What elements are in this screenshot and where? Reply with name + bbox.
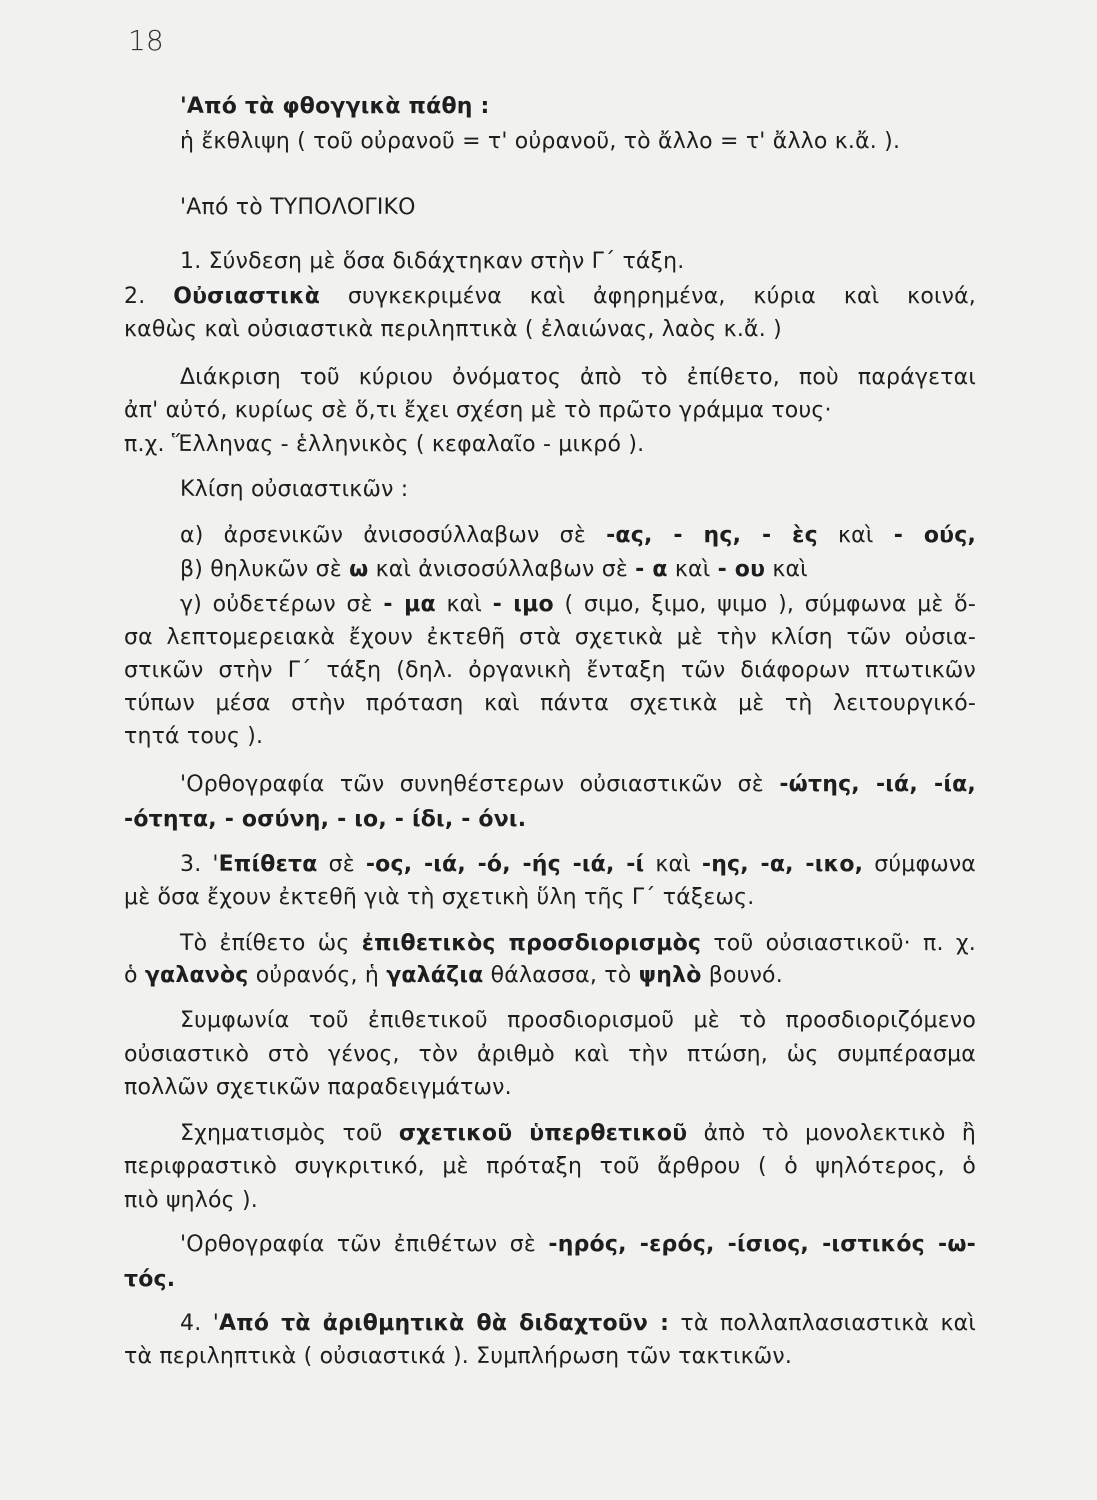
text-span: 'Ορθογραφία τῶν συνηθέστερων οὐσιαστικῶν σὲ	[180, 772, 780, 797]
text-span: πολλῶν σχετικῶν παραδειγμάτων.	[124, 1075, 512, 1100]
text-span: σύμφωνα	[863, 852, 977, 877]
text-line	[124, 961, 976, 991]
text-span: συγκεκριμένα καὶ ἀφηρημένα, κύρια καὶ κοινά,	[320, 284, 977, 309]
text-span: 3. '	[180, 852, 219, 877]
text-line	[180, 1006, 976, 1036]
text-line	[180, 92, 976, 122]
text-span: μὲ ὅσα ἔχουν ἐκτεθῆ γιὰ τὴ σχετικὴ ὕλη τῆς Γ΄ τάξεως.	[124, 885, 755, 910]
text-span: π.χ. Ἕλληνας - ἑλληνικὸς ( κεφαλαῖο - μικρό ).	[124, 432, 645, 457]
bold-text: 'Από τὰ φθογγικὰ πάθη :	[180, 94, 490, 119]
text-span: καὶ	[644, 852, 702, 877]
bold-text: τός.	[124, 1267, 176, 1292]
text-span: βουνό.	[701, 963, 783, 988]
text-line	[124, 623, 976, 653]
text-line	[180, 929, 976, 959]
text-line	[124, 282, 976, 312]
text-span: 'Ορθογραφία τῶν ἐπιθέτων σὲ	[180, 1232, 549, 1257]
text-line	[180, 590, 976, 620]
bold-text: -ης, -α, -ικο,	[701, 852, 864, 877]
text-span: Διάκριση τοῦ κύριου ὀνόματος ἀπὸ τὸ ἐπίθετο, ποὺ παράγεται	[180, 365, 976, 390]
bold-text: -ος, -ιά, -ό, -ής -ιά, -ί	[365, 852, 645, 877]
text-span: ἀπ' αὐτό, κυρίως σὲ ὅ,τι ἔχει σχέση μὲ τὸ πρῶτο γράμμα τους·	[124, 398, 832, 423]
text-span: τὰ πολλαπλασιαστικὰ καὶ	[669, 1311, 976, 1336]
text-span: Συμφωνία τοῦ ἐπιθετικοῦ προσδιορισμοῦ μὲ τὸ προσδιοριζόμενο	[180, 1008, 976, 1033]
bold-text: ω	[349, 557, 369, 582]
bold-text: -ότητα, - οσύνη, - ιο, - ίδι, - όνι.	[124, 807, 527, 832]
text-line	[124, 1152, 976, 1182]
text-span: ἀπὸ τὸ μονολεκτικὸ ἢ	[687, 1121, 976, 1146]
text-span: σα λεπτομερειακὰ ἔχουν ἐκτεθῆ στὰ σχετικὰ μὲ τὴν κλίση τῶν οὐσια-	[124, 625, 976, 650]
text-line	[124, 1265, 976, 1295]
text-span: καὶ	[667, 557, 718, 582]
text-span: 2.	[124, 284, 174, 309]
text-span: β) θηλυκῶν σὲ	[180, 557, 350, 582]
bold-text: -ας, - ης, - ὲς	[606, 523, 818, 548]
text-line	[180, 127, 976, 157]
bold-text: Επίθετα	[218, 852, 318, 877]
text-line	[124, 396, 976, 426]
text-span: ἡ ἔκθλιψη ( τοῦ οὐρανοῦ = τ' οὐρανοῦ, τὸ ἄλλο = τ' ἄλλο κ.ἄ. ).	[180, 129, 901, 154]
bold-text: γαλάζια	[386, 963, 484, 988]
text-span: Κλίση οὐσιαστικῶν :	[180, 477, 409, 502]
bold-text: ψηλὸ	[638, 963, 702, 988]
text-span: α) ἀρσενικῶν ἀνισοσύλλαβων σὲ	[180, 523, 607, 548]
text-line	[124, 805, 976, 835]
text-span: καὶ	[435, 592, 493, 617]
text-line	[180, 475, 976, 505]
bold-text: - ούς,	[893, 523, 977, 548]
text-span: στικῶν στὴν Γ΄ τάξη (δηλ. ὀργανικὴ ἔνταξη τῶν διάφορων πτωτικῶν	[124, 658, 976, 683]
text-span: πιὸ ψηλός ).	[124, 1188, 258, 1213]
text-span: περιφραστικὸ συγκριτικό, μὲ πρόταξη τοῦ ἄρθρου ( ὁ ψηλότερος, ὁ	[124, 1154, 976, 1179]
text-line	[124, 883, 976, 913]
text-line	[180, 850, 976, 880]
text-span: τητά τους ).	[124, 724, 264, 749]
text-span: 'Από τὸ ΤΥΠΟΛΟΓΙΚΟ	[180, 195, 416, 220]
text-line	[124, 689, 976, 719]
text-line	[124, 1342, 976, 1372]
text-span: τοῦ οὐσιαστικοῦ· π. χ.	[701, 931, 976, 956]
text-line	[124, 1186, 976, 1216]
text-line	[180, 1230, 976, 1260]
text-span: τύπων μέσα στὴν πρόταση καὶ πάντα σχετικὰ μὲ τὴ λειτουργικό-	[124, 691, 976, 716]
text-line	[180, 555, 976, 585]
text-span: καὶ ἀνισοσύλλαβων σὲ	[368, 557, 636, 582]
bold-text: γαλανὸς	[144, 963, 249, 988]
text-line	[180, 1119, 976, 1149]
text-line	[180, 247, 976, 277]
text-line	[180, 770, 976, 800]
text-span: οὐρανός, ἡ	[248, 963, 387, 988]
text-line	[124, 430, 976, 460]
text-span: ὁ	[124, 963, 145, 988]
bold-text: -ώτης, -ιά, -ία,	[779, 772, 976, 797]
text-line	[124, 1040, 976, 1070]
bold-text: Από τὰ ἀριθμητικὰ θὰ διδαχτοῦν :	[219, 1311, 670, 1336]
text-span: γ) οὐδετέρων σὲ	[180, 592, 384, 617]
text-span: τὰ περιληπτικὰ ( οὐσιαστικά ). Συμπλήρωση τῶν τακτικῶν.	[124, 1344, 793, 1369]
bold-text: -ηρός, -ερός, -ίσιος, -ιστικός -ω-	[548, 1232, 976, 1257]
text-span: Τὸ ἐπίθετο ὡς	[180, 931, 362, 956]
text-span: καὶ	[817, 523, 894, 548]
bold-text: - μα	[383, 592, 436, 617]
text-line	[180, 521, 976, 551]
page-number: 18	[128, 24, 164, 57]
text-line	[180, 193, 976, 223]
text-span: ( σιμο, ξιμο, ψιμο ), σύμφωνα μὲ ὅ-	[553, 592, 976, 617]
bold-text: - ου	[717, 557, 766, 582]
text-line	[180, 363, 976, 393]
text-span: 4. '	[180, 1311, 219, 1336]
text-line	[124, 315, 976, 345]
text-span: καὶ	[765, 557, 808, 582]
text-span: 1. Σύνδεση μὲ ὅσα διδάχτηκαν στὴν Γ΄ τάξη.	[180, 249, 685, 274]
text-line	[124, 722, 976, 752]
text-span: Σχηματισμὸς τοῦ	[180, 1121, 399, 1146]
bold-text: σχετικοῦ ὑπερθετικοῦ	[398, 1121, 688, 1146]
text-span: θάλασσα, τὸ	[483, 963, 639, 988]
text-span: οὐσιαστικὸ στὸ γένος, τὸν ἀριθμὸ καὶ τὴν πτώση, ὡς συμπέρασμα	[124, 1042, 976, 1067]
bold-text: Οὐσιαστικὰ	[173, 284, 321, 309]
bold-text: - α	[635, 557, 668, 582]
bold-text: - ιμο	[492, 592, 554, 617]
text-line	[124, 656, 976, 686]
bold-text: ἐπιθετικὸς προσδιορισμὸς	[361, 931, 702, 956]
text-span: καθὼς καὶ οὐσιαστικὰ περιληπτικὰ ( ἐλαιώνας, λαὸς κ.ἄ. )	[124, 317, 782, 342]
text-line	[180, 1309, 976, 1339]
text-line	[124, 1073, 976, 1103]
text-span: σὲ	[317, 852, 366, 877]
